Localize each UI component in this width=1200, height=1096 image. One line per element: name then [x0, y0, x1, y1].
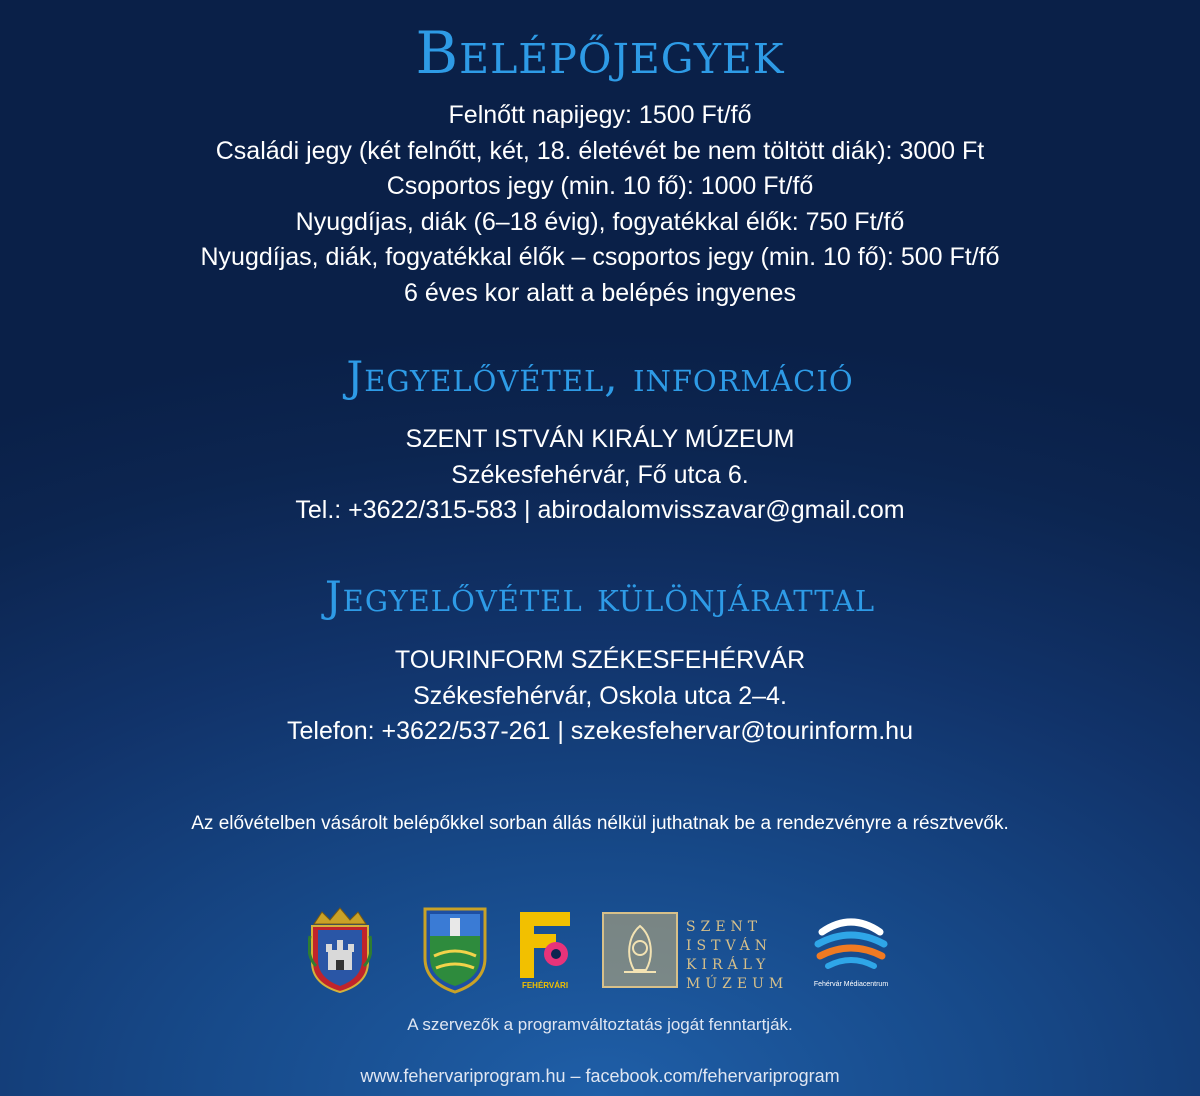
- presale-special-name: TOURINFORM SZÉKESFEHÉRVÁR: [394, 646, 806, 674]
- tickets-title: Belépőjegyek: [415, 19, 785, 87]
- footer-links[interactable]: www.fehervariprogram.hu – facebook.com/fehervariprogram: [360, 1066, 840, 1086]
- museum-logo-word: SZENT: [686, 919, 763, 935]
- organizer-disclaimer: A szervezők a programváltoztatás jogát fenntartják.: [407, 1015, 793, 1034]
- presale-info-block: [0, 422, 1200, 529]
- tickets-list: [0, 98, 1200, 311]
- coat-of-arms-county-icon: [422, 906, 488, 994]
- coat-of-arms-szekesfehervar-icon: [308, 906, 372, 994]
- presale-info-address: Székesfehérvár, Fő utca 6.: [451, 460, 749, 489]
- ticket-line: 6 éves kor alatt a belépés ingyenes: [404, 278, 796, 307]
- museum-logo-text: [686, 918, 788, 994]
- presale-special-block: [0, 643, 1200, 750]
- presale-info-name: SZENT ISTVÁN KIRÁLY MÚZEUM: [405, 425, 795, 453]
- presale-note: Az elővételben vásárolt belépőkkel sorban állás nélkül juthatnak be a rendezvényre a résztvevők.: [191, 813, 1009, 834]
- szent-istvan-kiraly-muzeum-logo: [602, 910, 802, 992]
- museum-logo-word: MÚZEUM: [686, 976, 789, 992]
- museum-emblem-icon: [602, 912, 678, 988]
- presale-special-address: Székesfehérvár, Oskola utca 2–4.: [413, 681, 787, 710]
- museum-logo-word: ISTVÁN: [686, 938, 772, 954]
- fehervar-mediacentrum-logo: [810, 910, 892, 996]
- museum-logo-word: KIRÁLY: [686, 957, 771, 973]
- fehervari-programszervezo-logo-icon: [516, 908, 574, 992]
- sponsor-logos: [0, 902, 1200, 1002]
- ticket-line: Felnőtt napijegy: 1500 Ft/fő: [448, 101, 752, 129]
- fehervari-logo-text: FEHÉRVÁRI: [521, 981, 569, 990]
- ticket-line: Nyugdíjas, diák, fogyatékkal élők – csoportos jegy (min. 10 fő): 500 Ft/fő: [200, 243, 1000, 271]
- presale-info-title: Jegyelővétel, információ: [346, 352, 854, 401]
- ticket-line: Nyugdíjas, diák (6–18 évig), fogyatékkal élők: 750 Ft/fő: [295, 207, 905, 236]
- ticket-line: Csoportos jegy (min. 10 fő): 1000 Ft/fő: [386, 172, 814, 200]
- mediacentrum-logo-text: Fehérvár Médiacentrum: [813, 981, 889, 988]
- mediacentrum-globe-icon: [810, 910, 892, 978]
- presale-special-title: Jegyelővétel különjárattal: [324, 572, 876, 621]
- presale-special-contact: Telefon: +3622/537-261 | szekesfehervar@tourinform.hu: [287, 717, 913, 745]
- ticket-line: Családi jegy (két felnőtt, két, 18. életévét be nem töltött diák): 3000 Ft: [215, 136, 985, 165]
- presale-info-contact: Tel.: +3622/315-583 | abirodalomvisszavar@gmail.com: [295, 496, 905, 524]
